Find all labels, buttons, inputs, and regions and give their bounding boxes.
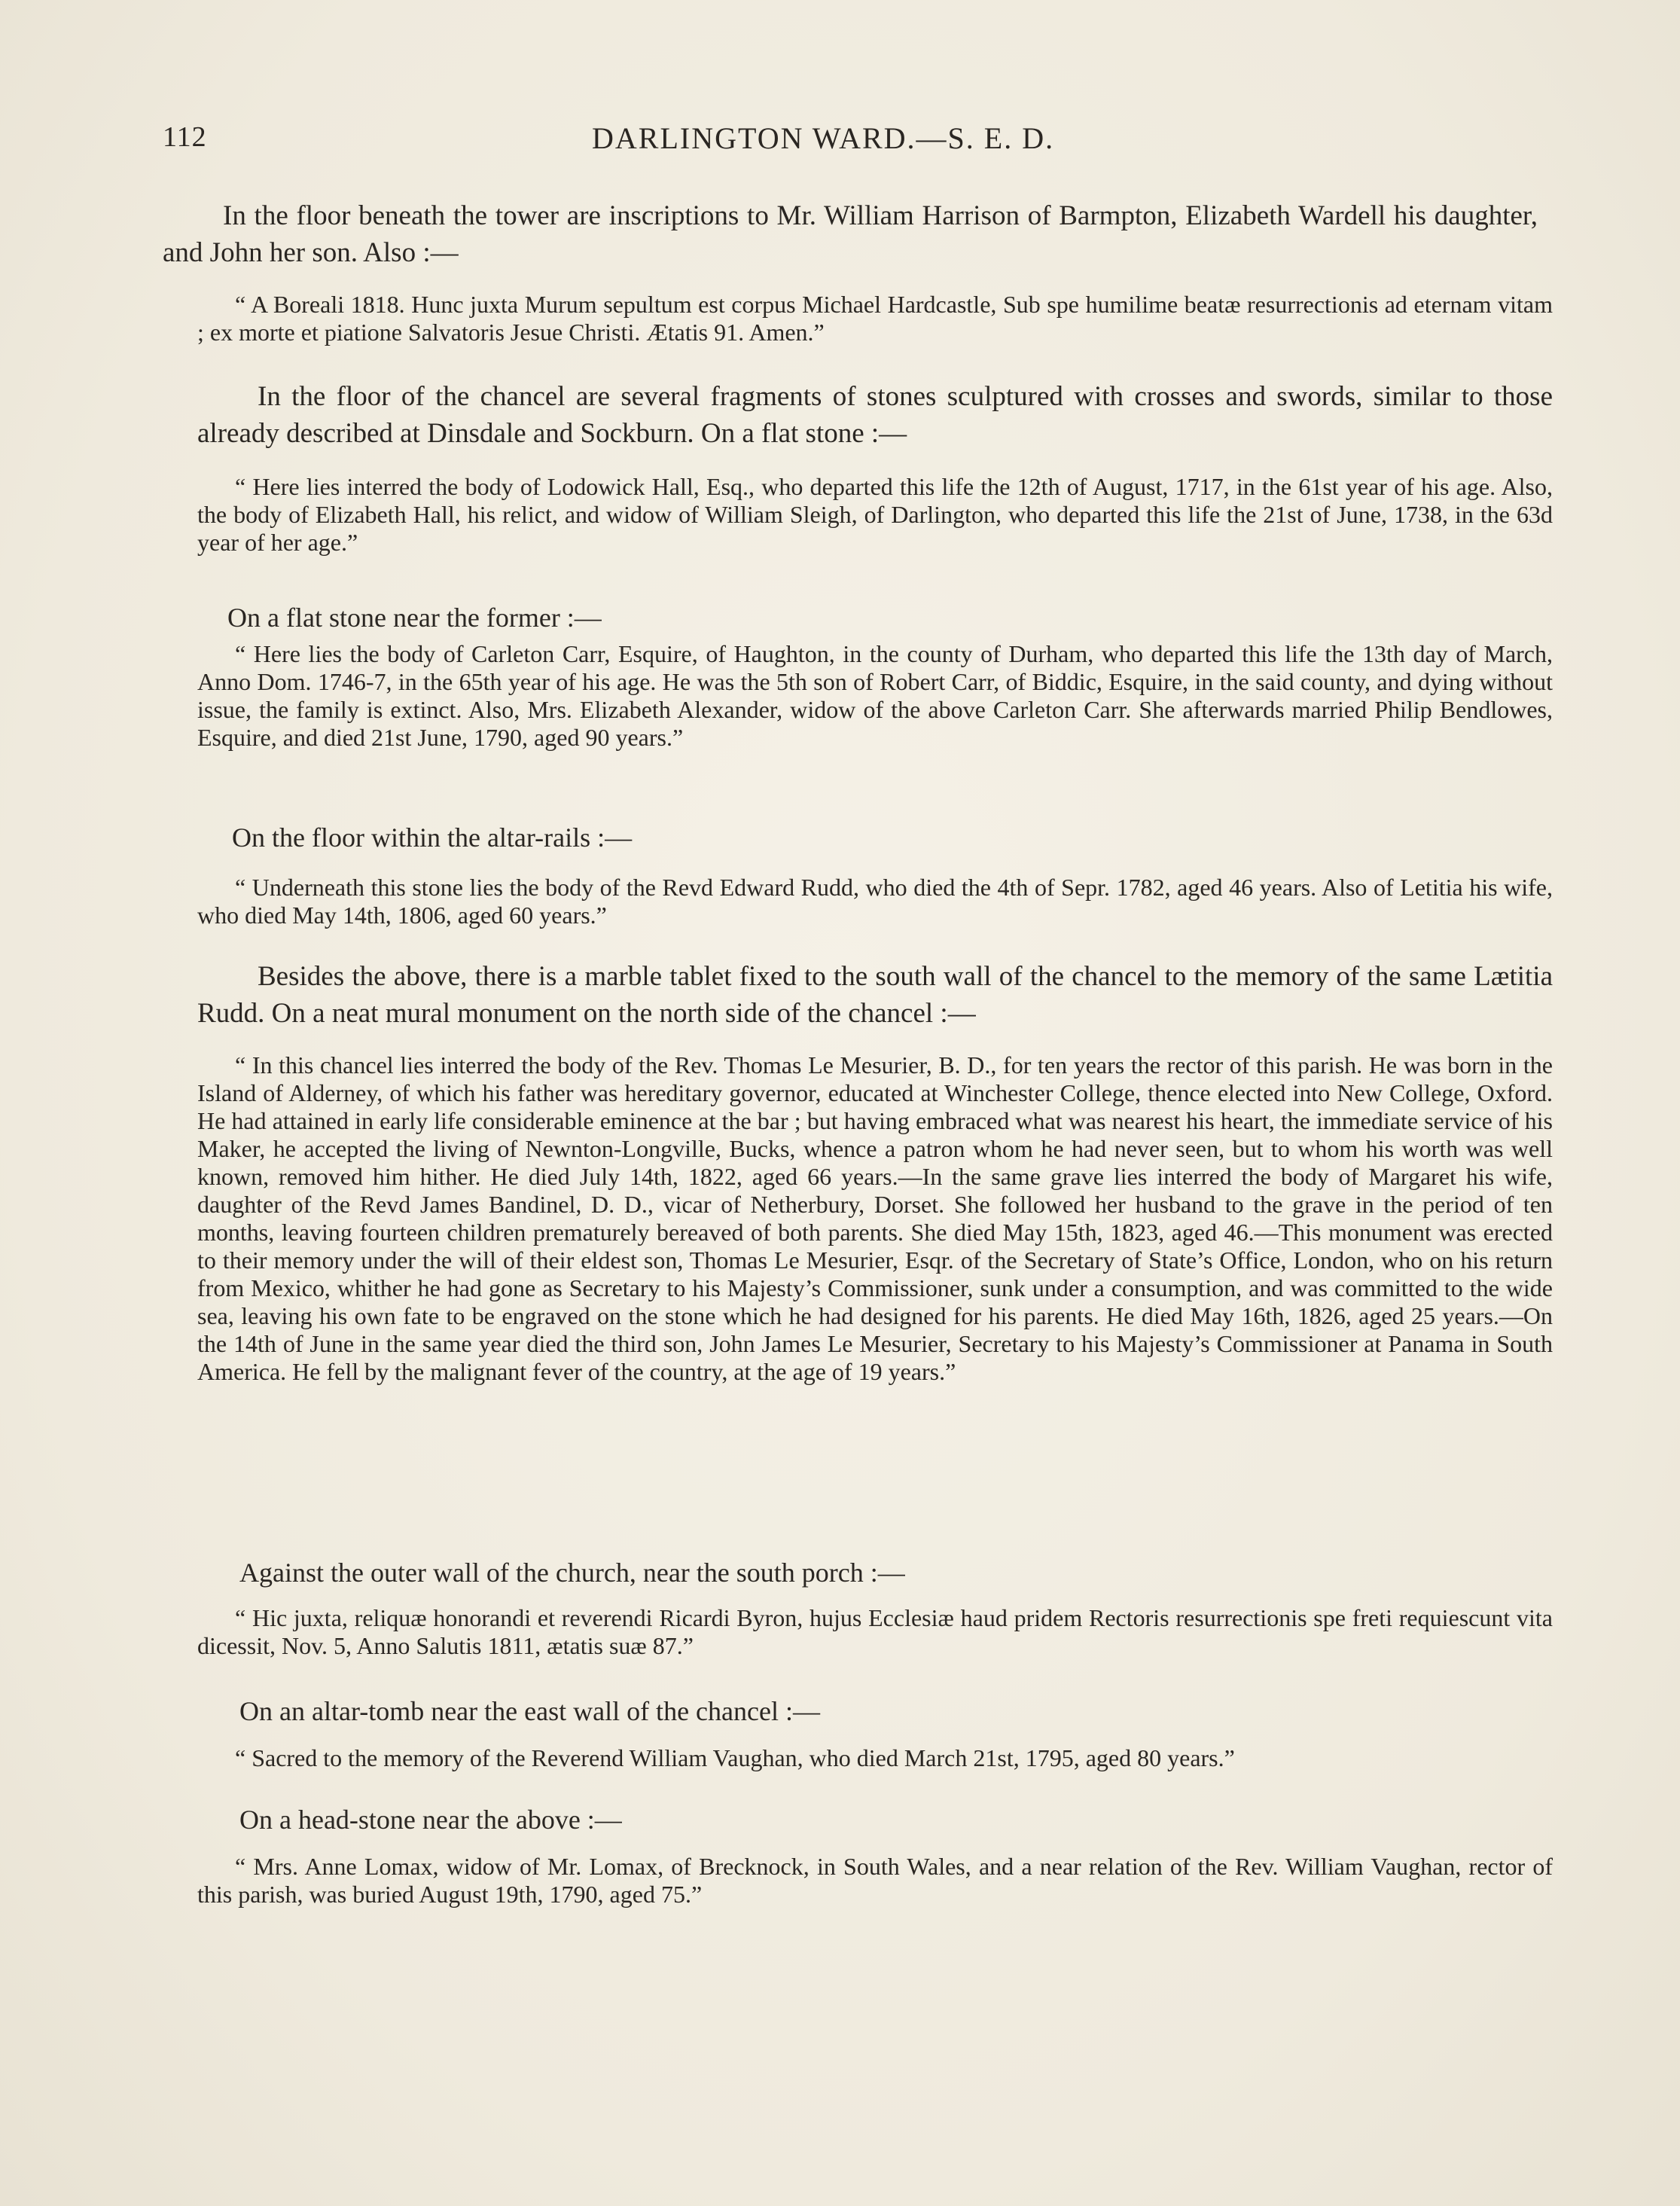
quote-ricardi-byron: “ Hic juxta, reliquæ honorandi et reverendi Ricardi Byron, hujus Ecclesiæ haud pridem Rectoris resurrectionis spe freti requiescunt vita dicessit, Nov. 5, Anno Salutis 1811, ætatis suæ 87.” — [197, 1604, 1553, 1659]
quote-carleton-carr: “ Here lies the body of Carleton Carr, Esquire, of Haughton, in the county of Durham, who departed this life the 13th day of March, Anno Dom. 1746-7, in the 65th year of his age. He was the 5th son of Robert Carr, of Biddic, Esquire, in the said county, and dying without issue, the family is extinct. Also, Mrs. Elizabeth Alexander, widow of the above Carleton Carr. She afterwards married Philip Bendlowes, Esquire, and died 21st June, 1790, aged 90 years.” — [197, 640, 1553, 751]
running-title: DARLINGTON WARD.—S. E. D. — [592, 121, 1055, 155]
quote-anne-lomax: “ Mrs. Anne Lomax, widow of Mr. Lomax, of Brecknock, in South Wales, and a near relation of the Rev. William Vaughan, rector of this parish, was buried August 19th, 1790, aged 75.” — [197, 1853, 1553, 1908]
paragraph-marble-tablet: Besides the above, there is a marble tablet fixed to the south wall of the chancel to the memory of the same Lætitia Rudd. On a neat mural monument on the north side of the chancel :— — [197, 961, 1553, 1029]
quote-william-vaughan: “ Sacred to the memory of the Reverend William Vaughan, who died March 21st, 1795, aged 80 years.” — [235, 1744, 1235, 1771]
quote-lodowick-hall: “ Here lies interred the body of Lodowick Hall, Esq., who departed this life the 12th of August, 1717, in the 61st year of his age. Also, the body of Elizabeth Hall, his relict, and widow of William Sleigh, of Darlington, who departed this life the 21st of June, 1738, in the 63d year of her age.” — [197, 473, 1553, 556]
paragraph-tower-inscriptions: In the floor beneath the tower are inscriptions to Mr. William Harrison of Barmpton, Elizabeth Wardell his daughter, and John her son. Also :— — [163, 200, 1538, 268]
lead-flat-stone-near-former: On a flat stone near the former :— — [227, 603, 602, 633]
paragraph-chancel-fragments: In the floor of the chancel are several fragments of stones sculptured with crosses and swords, similar to those already described at Dinsdale and Sockburn. On a flat stone :— — [197, 381, 1553, 449]
lead-head-stone: On a head-stone near the above :— — [239, 1805, 622, 1835]
page-number: 112 — [163, 121, 207, 153]
lead-altar-tomb: On an altar-tomb near the east wall of the chancel :— — [239, 1696, 820, 1726]
lead-altar-rails: On the floor within the altar-rails :— — [232, 822, 633, 853]
quote-hardcastle: “ A Boreali 1818. Hunc juxta Murum sepultum est corpus Michael Hardcastle, Sub spe humilime beatæ resurrectionis ad eternam vitam ; ex morte et piatione Salvatoris Jesue Christi. Ætatis 91. Amen.” — [197, 291, 1553, 346]
lead-south-porch: Against the outer wall of the church, near the south porch :— — [239, 1558, 905, 1588]
quote-edward-rudd: “ Underneath this stone lies the body of the Revd Edward Rudd, who died the 4th of Sepr. 1782, aged 46 years. Also of Letitia his wife, who died May 14th, 1806, aged 60 years.” — [197, 874, 1553, 929]
quote-le-mesurier: “ In this chancel lies interred the body of the Rev. Thomas Le Mesurier, B. D., for ten years the rector of this parish. He was born in the Island of Alderney, of which his father was hereditary governor, educated at Winchester College, thence elected into New College, Oxford. He had attained in early life considerable eminence at the bar ; but having embraced what was nearest his heart, the immediate service of his Maker, he accepted the living of Newnton-Longville, Bucks, whence a patron whom he had never seen, but to whom his worth was well known, removed him hither. He died July 14th, 1822, aged 66 years.—In the same grave lies interred the body of Margaret his wife, daughter of the Revd James Bandinel, D. D., vicar of Netherbury, Dorset. She followed her husband to the grave in the period of ten months, leaving fourteen children prematurely bereaved of both parents. She died May 15th, 1823, aged 46.—This monument was erected to their memory under the will of their eldest son, Thomas Le Mesurier, Esqr. of the Secretary of State’s Office, London, who on his return from Mexico, whither he had gone as Secretary to his Majesty’s Commissioner, sunk under a consumption, and was committed to the wide sea, leaving his own fate to be engraved on the stone which he had designed for his parents. He died May 16th, 1826, aged 25 years.—On the 14th of June in the same year died the third son, John James Le Mesurier, Secretary to his Majesty’s Commissioner at Panama in South America. He fell by the malignant fever of the country, at the age of 19 years.” — [197, 1051, 1553, 1385]
page-header — [163, 121, 1473, 166]
